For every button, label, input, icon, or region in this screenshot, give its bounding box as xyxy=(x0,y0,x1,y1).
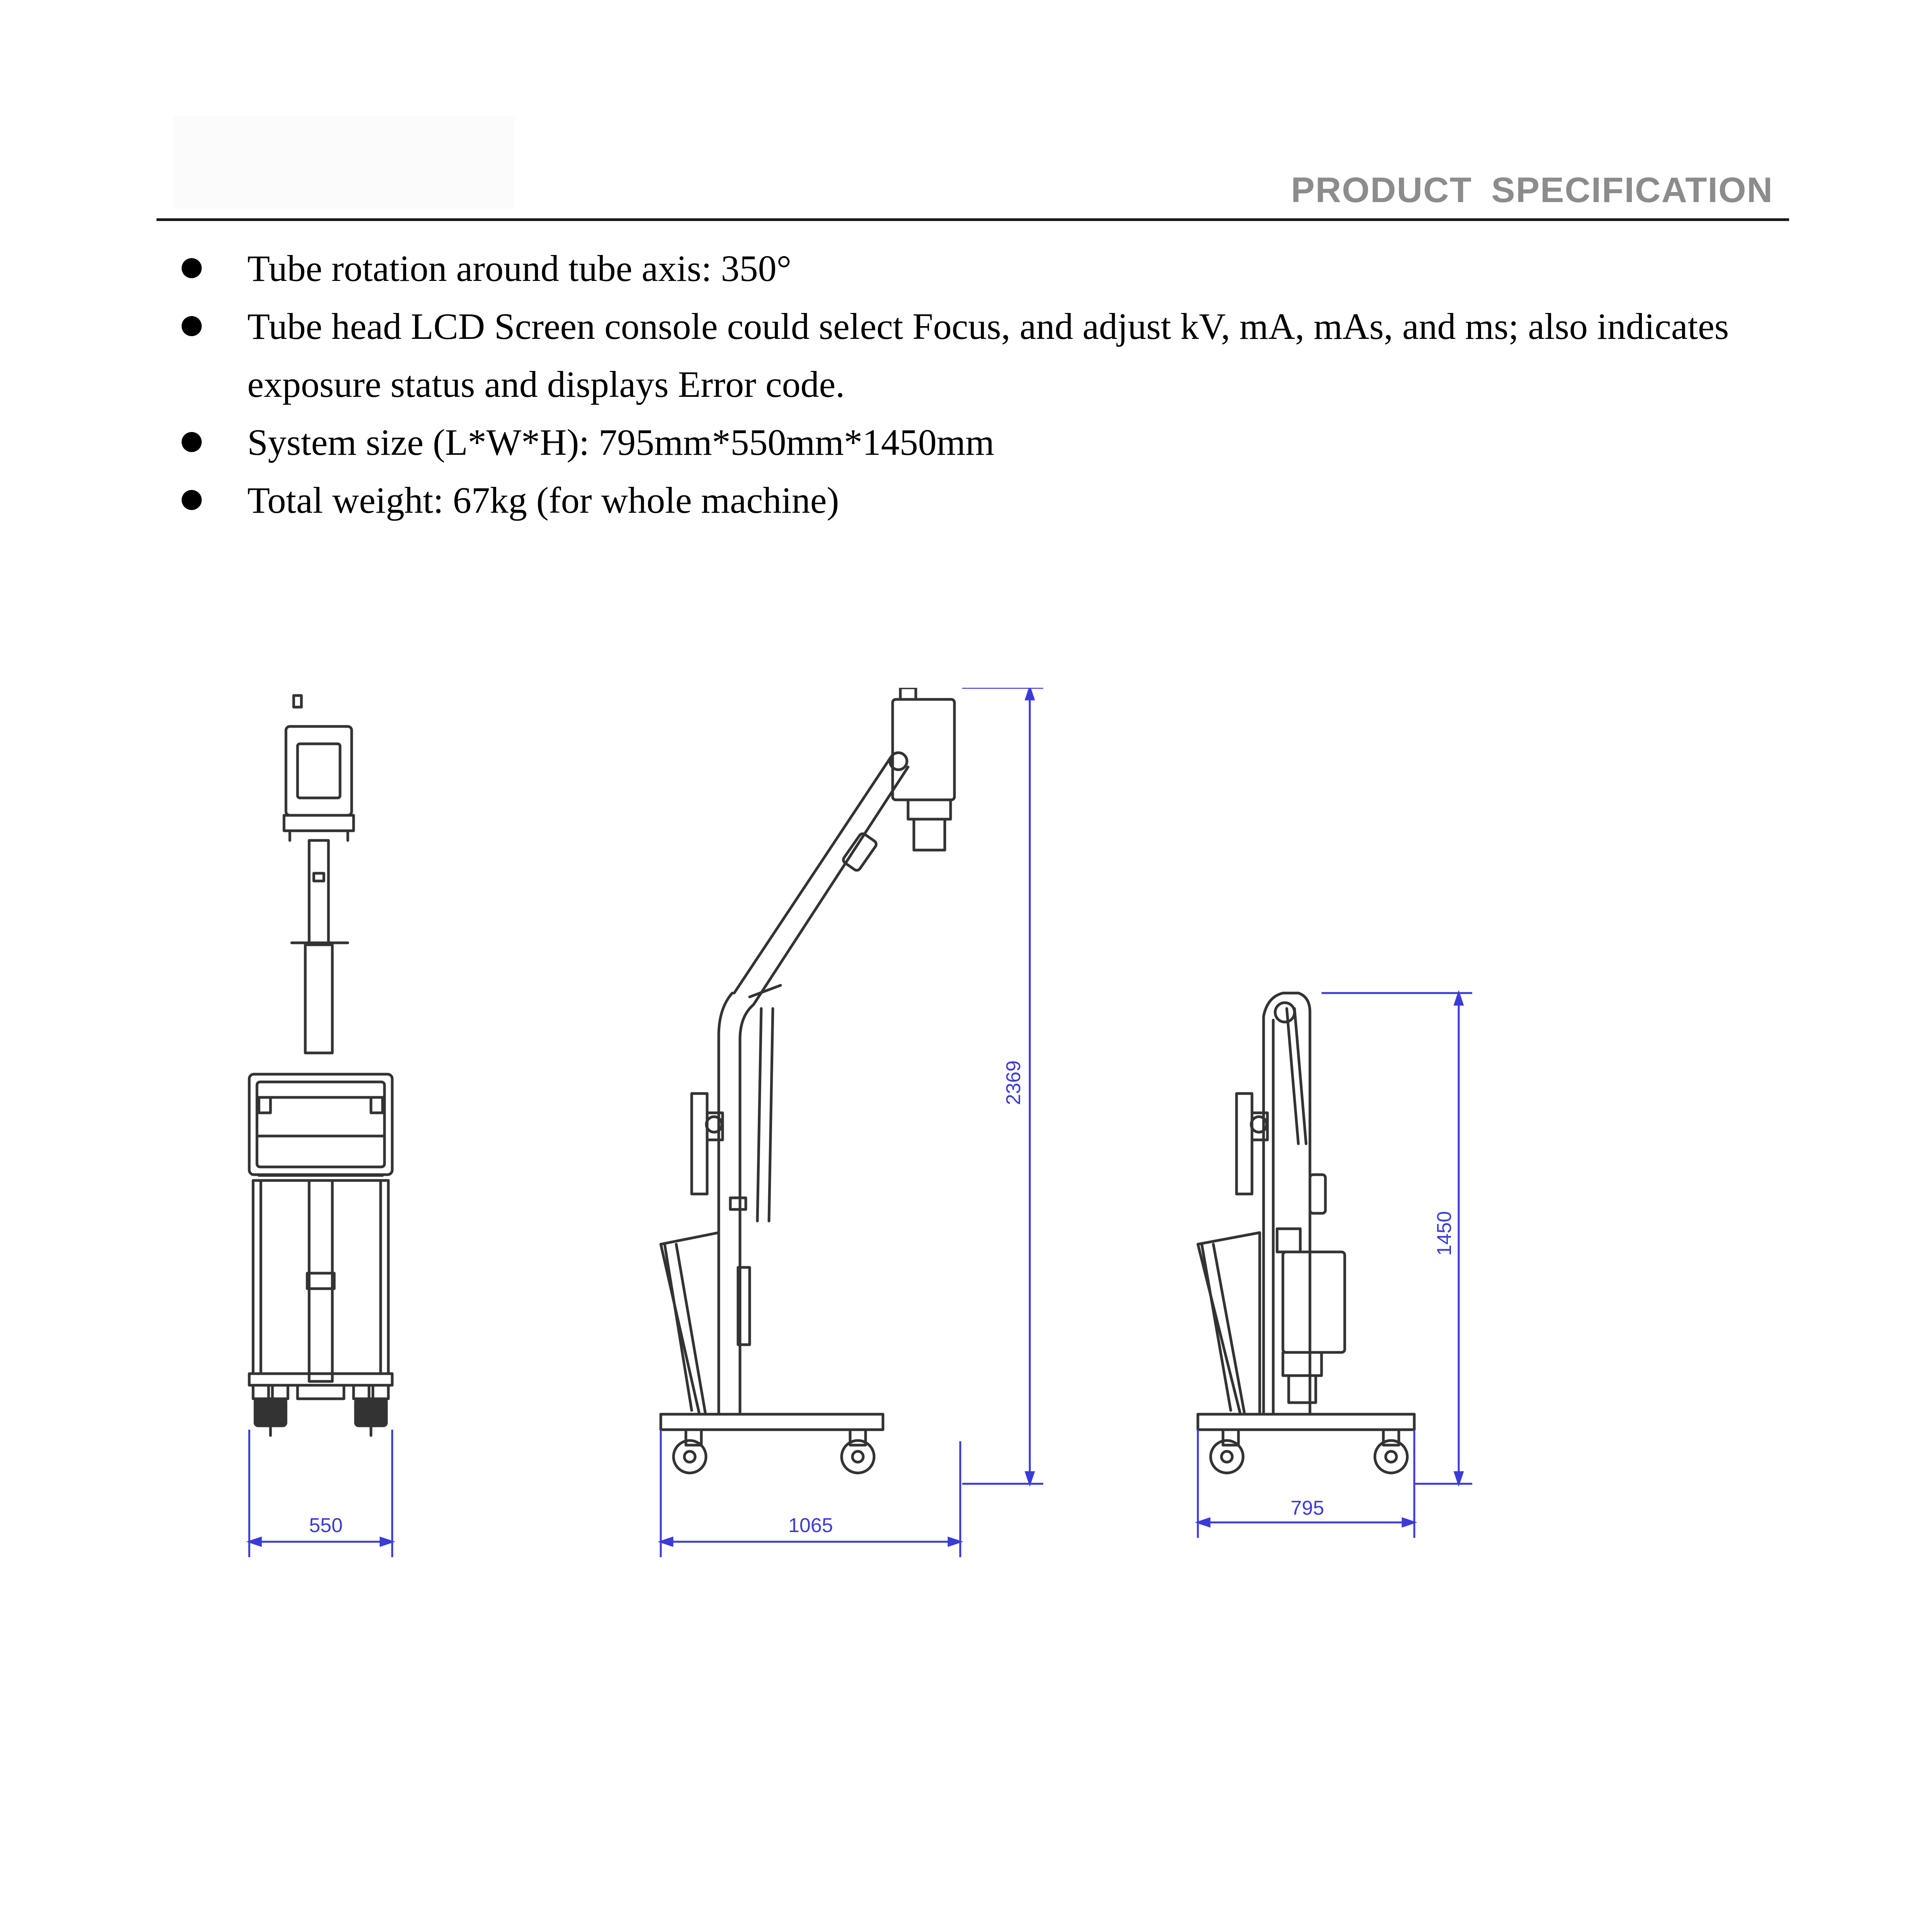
spec-list xyxy=(182,240,1789,529)
dim-label-folded-length: 795 xyxy=(1291,1497,1324,1519)
page-header-title: PRODUCT SPECIFICATION xyxy=(1291,170,1773,210)
bullet-dot-icon xyxy=(182,490,202,510)
spec-item xyxy=(182,240,1789,298)
dimension-lines xyxy=(249,688,1472,1557)
logo-placeholder xyxy=(174,116,514,209)
spec-text: Tube head LCD Screen console could select Focus, and adjust kV, mA, mAs, and ms; also indicates exposure status and displays Error code. xyxy=(247,306,1729,405)
spec-text: System size (L*W*H): 795mm*550mm*1450mm xyxy=(247,422,995,463)
side-view-extended-drawing xyxy=(661,688,954,1473)
spec-text: Total weight: 67kg (for whole machine) xyxy=(247,480,839,521)
bullet-dot-icon xyxy=(182,316,202,336)
header-divider xyxy=(156,218,1789,221)
spec-item xyxy=(182,413,1789,471)
bullet-dot-icon xyxy=(182,432,202,452)
bullet-dot-icon xyxy=(182,258,202,278)
machine-views-svg xyxy=(216,688,1492,1584)
dim-label-folded-height: 1450 xyxy=(1433,1211,1456,1256)
spec-item xyxy=(182,471,1789,529)
front-view-drawing xyxy=(249,696,392,1435)
spec-item xyxy=(182,298,1789,413)
technical-drawing xyxy=(216,688,1492,1584)
dim-label-extended-height: 2369 xyxy=(1002,1060,1025,1105)
dim-label-extended-length: 1065 xyxy=(788,1514,833,1537)
dim-label-front-width: 550 xyxy=(309,1514,343,1537)
spec-text: Tube rotation around tube axis: 350° xyxy=(247,248,792,289)
side-view-folded-drawing xyxy=(1198,993,1414,1473)
